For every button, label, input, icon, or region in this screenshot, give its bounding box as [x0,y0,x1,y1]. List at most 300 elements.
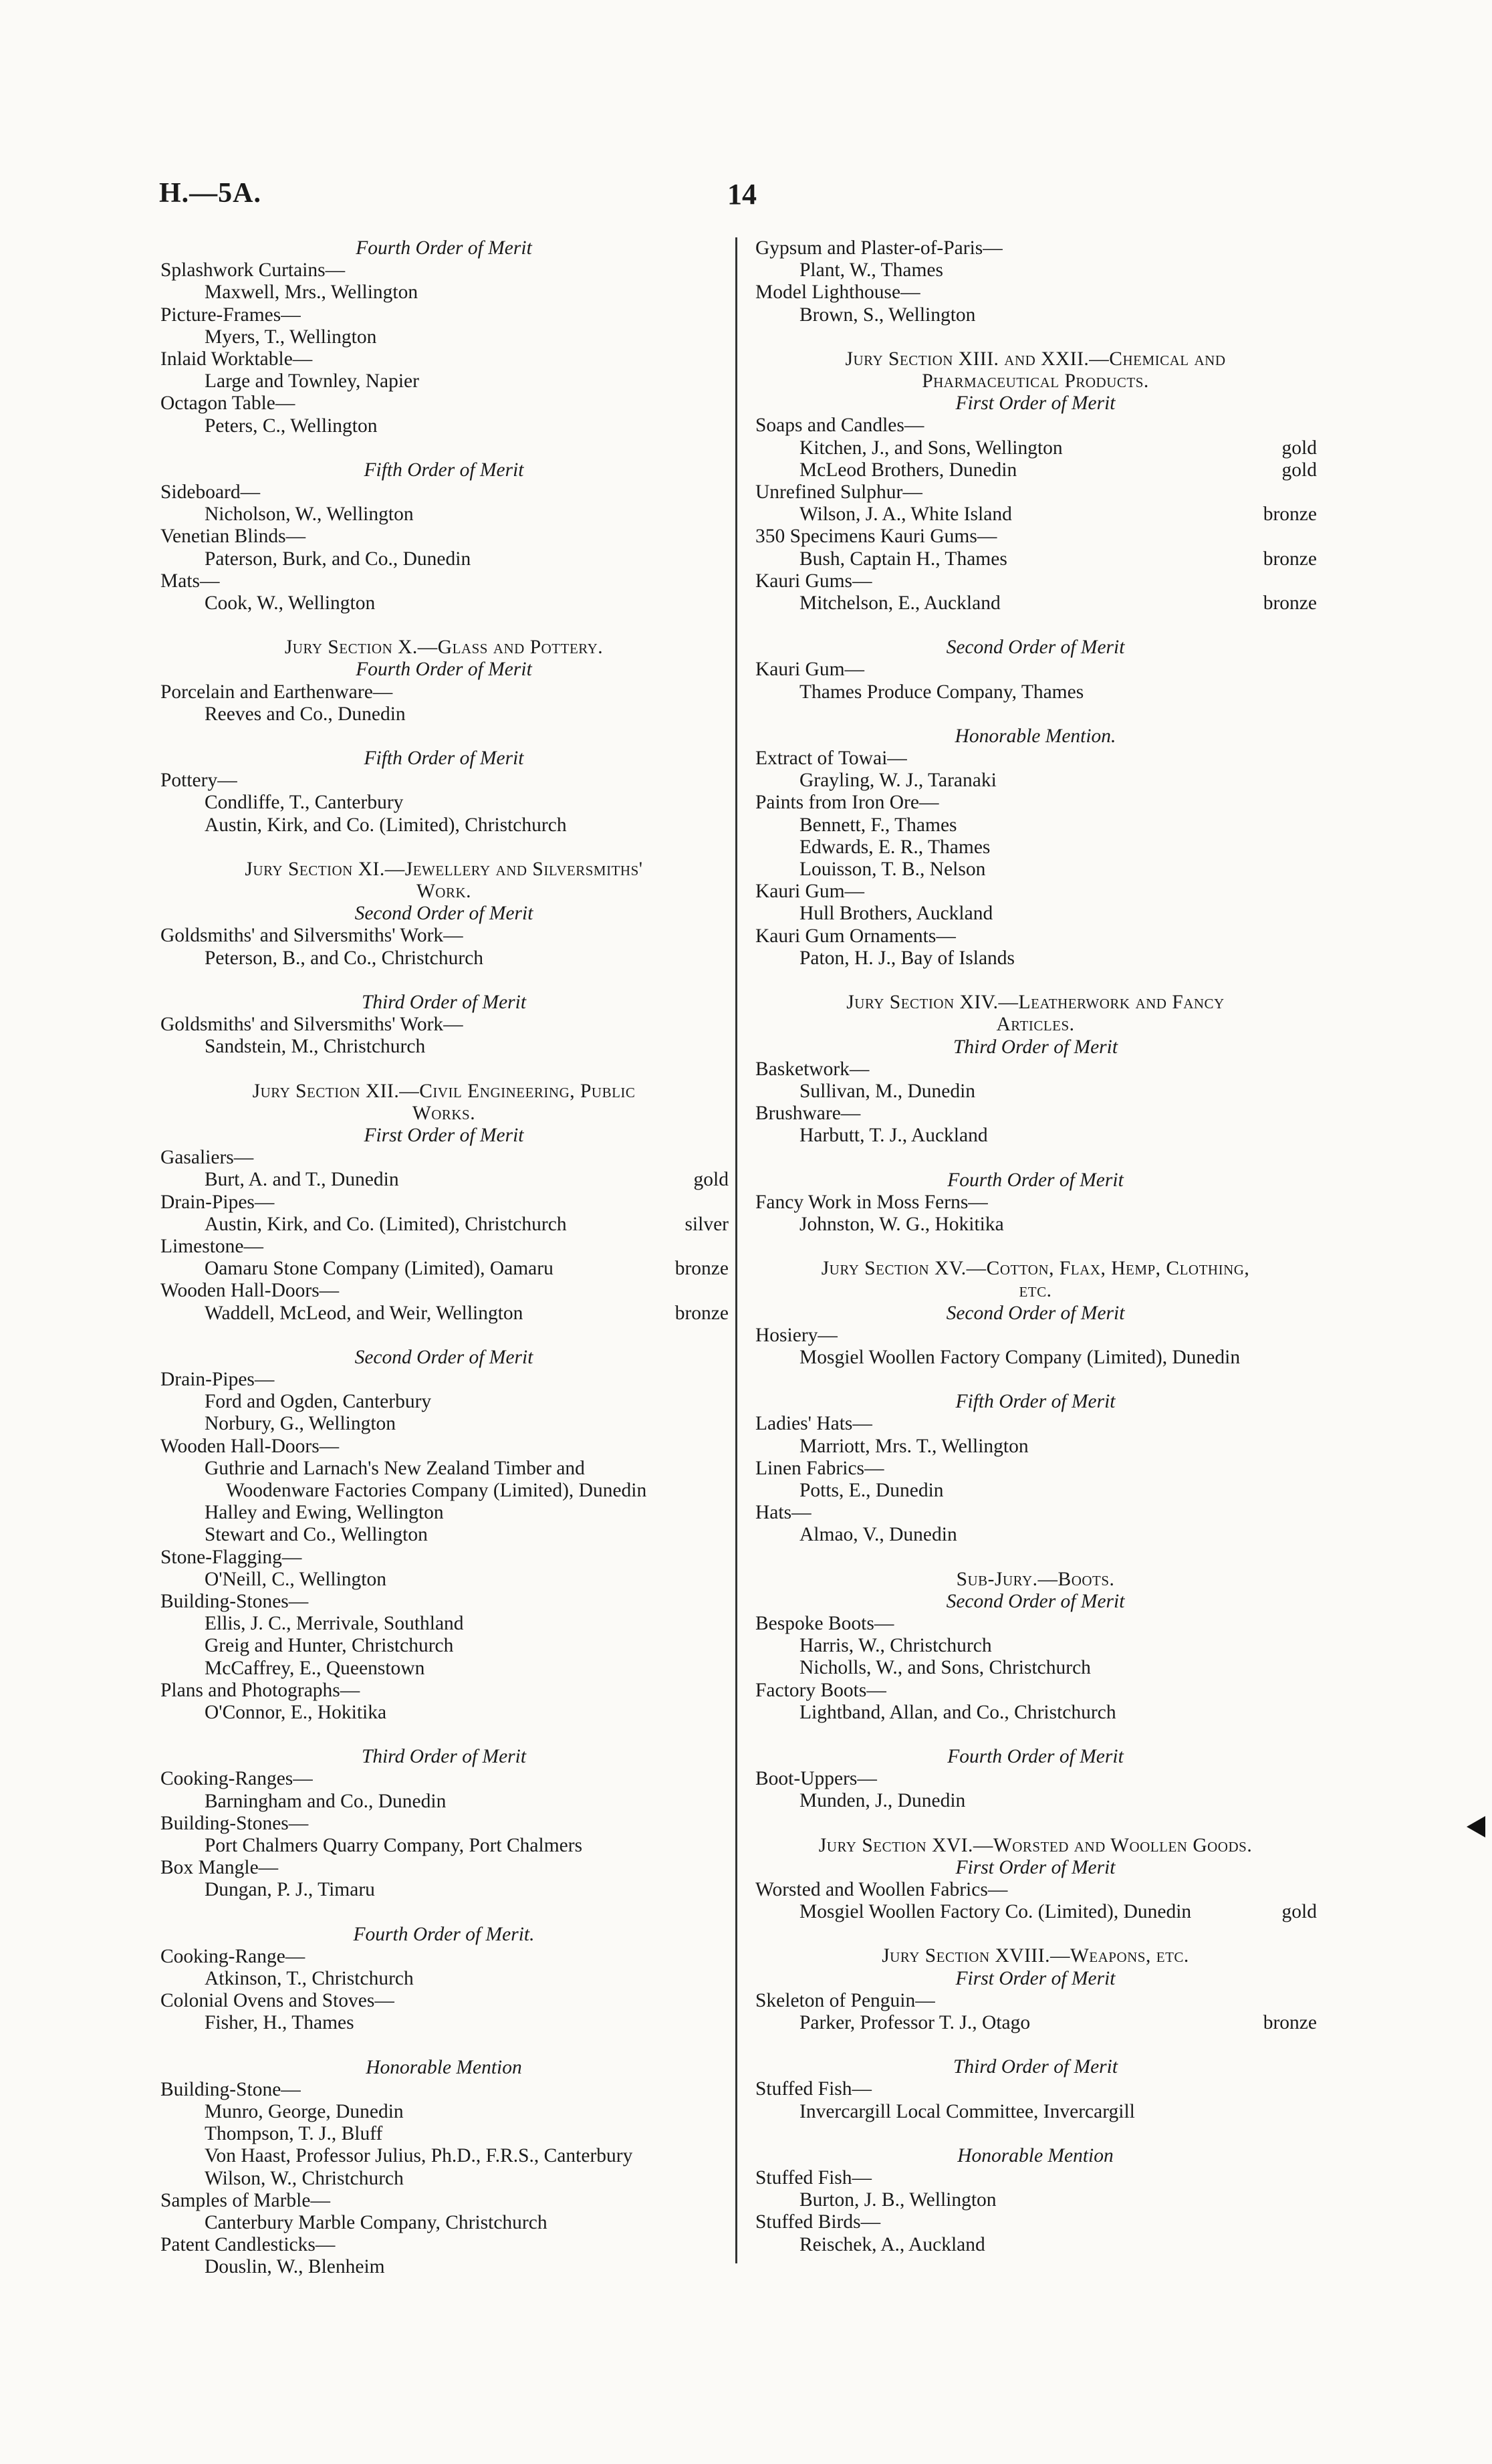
column-divider [735,237,737,2263]
category-label [754,1058,1317,1081]
exhibitor-entry-text: Austin, Kirk, and Co. (Limited), Christchurch [205,814,567,836]
exhibitor-entry [754,304,1317,326]
exhibitor-entry-text: Lightband, Allan, and Co., Christchurch [799,1701,1116,1723]
exhibitor-entry [754,1790,1317,1812]
category-label-text: Kauri Gum— [755,881,865,903]
category-label-text: Octagon Table— [160,393,295,415]
category-label [754,659,1317,681]
order-heading-text: Fourth Order of Merit [356,237,532,259]
order-heading-text: First Order of Merit [364,1124,524,1146]
category-label [754,1103,1317,1125]
order-heading-text: Fifth Order of Merit [955,1391,1116,1413]
award-medal: bronze [674,1302,729,1324]
order-heading-text: Third Order of Merit [361,1746,527,1768]
exhibitor-entry [159,1613,729,1635]
category-label-text: 350 Specimens Kauri Gums— [755,526,997,548]
order-heading-text: Fourth Order of Merit [356,659,532,681]
category-label [159,1813,729,1835]
category-label-text: Colonial Ovens and Stoves— [160,1990,394,2012]
category-label [159,481,729,503]
exhibitor-entry [754,814,1317,836]
award-medal: gold [1281,459,1317,481]
order-heading [754,1391,1317,1413]
exhibitor-entry [159,1524,729,1546]
category-label [159,1236,729,1258]
order-heading-text: Fourth Order of Merit. [353,1923,535,1945]
order-heading [754,1857,1317,1879]
exhibitor-entry-text: Condliffe, T., Canterbury [205,792,404,814]
exhibitor-entry [159,1502,729,1524]
category-label [754,1879,1317,1901]
exhibitor-entry [159,2123,729,2145]
exhibitor-entry [754,259,1317,282]
order-heading-text: Second Order of Merit [946,1302,1125,1324]
order-heading-text: First Order of Merit [955,1967,1116,1989]
category-label-text: Skeleton of Penguin— [755,1989,935,2011]
order-heading-text: Third Order of Merit [953,1036,1118,1058]
exhibitor-entry [754,1524,1317,1546]
order-heading [159,237,729,259]
category-label-text: Picture-Frames— [160,304,301,326]
category-label [754,748,1317,770]
exhibitor-entry-text: Peterson, B., and Co., Christchurch [205,947,484,969]
order-heading-text: Second Order of Merit [354,903,533,925]
exhibitor-entry [754,1657,1317,1679]
category-label-text: Wooden Hall-Doors— [160,1435,340,1457]
section-heading [159,1081,729,1103]
exhibitor-entry-text: Sandstein, M., Christchurch [205,1036,426,1058]
category-label [754,1325,1317,1347]
category-label-text: Hats— [755,1502,812,1524]
order-heading-text: Honorable Mention [366,2056,522,2078]
order-heading [754,1968,1317,1990]
exhibitor-entry-text: Plant, W., Thames [799,259,943,282]
category-label-text: Stuffed Birds— [755,2211,881,2233]
category-label-text: Pottery— [160,770,237,792]
exhibitor-entry-text: Burt, A. and T., Dunedin [205,1169,399,1191]
category-label [754,415,1317,437]
category-label [754,2211,1317,2233]
exhibitor-entry-text: Sullivan, M., Dunedin [799,1080,976,1102]
exhibitor-entry-text: Greig and Hunter, Christchurch [205,1635,454,1657]
exhibitor-entry-text: Maxwell, Mrs., Wellington [205,282,418,304]
category-label [159,770,729,792]
category-label-text: Bespoke Boots— [755,1612,894,1634]
exhibitor-entry [754,770,1317,792]
exhibitor-entry-text: Brown, S., Wellington [799,304,976,326]
section-heading-cont [159,1103,729,1125]
section-heading [754,1835,1317,1857]
category-label [754,1458,1317,1480]
exhibitor-entry-text: Guthrie and Larnach's New Zealand Timber and [205,1457,585,1479]
exhibitor-entry-text: Munro, George, Dunedin [205,2101,404,2123]
exhibitor-entry-text: Waddell, McLeod, and Weir, Wellington [205,1302,523,1324]
exhibitor-entry [754,437,1317,459]
award-medal: bronze [674,1258,729,1280]
category-label-text: Wooden Hall-Doors— [160,1280,340,1302]
exhibitor-entry-text: Louisson, T. B., Nelson [799,859,986,881]
exhibitor-entry-text: Halley and Ewing, Wellington [205,1502,444,1524]
category-label [159,925,729,947]
category-label [159,348,729,370]
exhibitor-entry [754,1214,1317,1236]
exhibitor-entry [159,1303,729,1325]
exhibitor-entry-text: Grayling, W. J., Taranaki [799,770,997,792]
exhibitor-entry-text: Mitchelson, E., Auckland [799,592,1001,614]
exhibitor-entry-text: Atkinson, T., Christchurch [205,1968,414,1990]
order-heading [159,659,729,681]
order-heading [754,1591,1317,1613]
exhibitor-entry [159,2101,729,2123]
exhibitor-entry-text: Harbutt, T. J., Auckland [799,1125,988,1147]
section-heading-text: Jury Section XII.—Civil Engineering, Public [252,1080,636,1102]
exhibitor-entry [159,548,729,570]
exhibitor-entry-text: Nicholls, W., and Sons, Christchurch [799,1657,1091,1679]
exhibitor-entry [159,792,729,814]
order-heading [159,459,729,481]
category-label-text: Plans and Photographs— [160,1679,360,1701]
order-heading [754,1746,1317,1768]
exhibitor-entry [754,592,1317,614]
exhibitor-entry [754,2101,1317,2123]
exhibitor-entry-text: Large and Townley, Napier [205,370,419,393]
exhibitor-entry [754,859,1317,881]
category-label-text: Unrefined Sulphur— [755,481,922,503]
category-label-text: Worsted and Woollen Fabrics— [755,1879,1008,1900]
order-heading-text: Second Order of Merit [946,637,1125,659]
exhibitor-entry [159,503,729,526]
exhibitor-entry [159,947,729,970]
exhibitor-entry-text: Bush, Captain H., Thames [799,548,1007,570]
category-label [754,1413,1317,1435]
exhibitor-entry [754,2189,1317,2211]
exhibitor-entry [754,903,1317,925]
section-heading-cont [754,1014,1317,1036]
category-label-text: Mats— [160,570,220,592]
section-heading [159,859,729,881]
section-heading-text: Jury Section XI.—Jewellery and Silversmiths' [245,858,643,880]
exhibitor-entry-text: Nicholson, W., Wellington [205,503,414,526]
order-heading [754,1169,1317,1192]
category-label [754,1613,1317,1635]
exhibitor-entry [754,2234,1317,2256]
category-label [754,792,1317,814]
category-label-text: Gypsum and Plaster-of-Paris— [755,237,1003,259]
exhibitor-entry-text: Oamaru Stone Company (Limited), Oamaru [205,1258,553,1280]
section-heading [754,1258,1317,1280]
category-label [754,481,1317,503]
category-label [159,1768,729,1790]
category-label [754,2167,1317,2189]
order-heading [754,637,1317,659]
exhibitor-entry-text: Reeves and Co., Dunedin [205,703,406,725]
exhibitor-entry-text: Invercargill Local Committee, Invercargill [799,2100,1135,2122]
exhibitor-entry [754,459,1317,481]
right-column [754,237,1317,2256]
order-heading [159,1924,729,1946]
order-heading [159,1125,729,1147]
order-heading [754,725,1317,748]
order-heading-text: Honorable Mention [957,2144,1114,2166]
order-heading [159,748,729,770]
order-heading-text: First Order of Merit [955,393,1116,415]
category-label [754,1192,1317,1214]
exhibitor-entry [159,2168,729,2190]
section-heading [754,992,1317,1014]
exhibitor-entry-text: McLeod Brothers, Dunedin [799,459,1017,481]
category-label [159,1436,729,1458]
exhibitor-entry-text: Potts, E., Dunedin [799,1479,944,1501]
category-label-text: Venetian Blinds— [160,526,306,548]
category-label [159,570,729,592]
exhibitor-entry-text: Munden, J., Dunedin [799,1790,966,1812]
category-label [754,237,1317,259]
exhibitor-entry-text: Thompson, T. J., Bluff [205,2123,383,2145]
section-heading-text: Jury Section XVIII.—Weapons, etc. [882,1945,1189,1967]
exhibitor-entry [159,1258,729,1280]
award-medal: bronze [1263,2012,1317,2034]
exhibitor-entry-text: Dungan, P. J., Timaru [205,1879,375,1901]
section-heading-cont [159,881,729,903]
category-label [159,393,729,415]
order-heading-text: Honorable Mention. [955,725,1116,747]
category-label [754,2078,1317,2100]
exhibitor-entry [754,1125,1317,1147]
exhibitor-entry-text: Myers, T., Wellington [205,326,377,348]
section-heading-cont-text: Pharmaceutical Products. [922,370,1149,393]
section-heading-text: Jury Section XIV.—Leatherwork and Fancy [846,992,1225,1014]
page-header [159,177,1362,211]
category-label [754,282,1317,304]
exhibitor-entry [159,1169,729,1191]
order-heading-text: Second Order of Merit [354,1346,533,1368]
order-heading [159,903,729,925]
category-label-text: Fancy Work in Moss Ferns— [755,1191,988,1213]
exhibitor-entry-text: Johnston, W. G., Hokitika [799,1213,1004,1235]
exhibitor-entry-text: Norbury, G., Wellington [205,1413,396,1435]
order-heading [159,1347,729,1369]
exhibitor-entry [159,1835,729,1857]
category-label-text: Model Lighthouse— [755,282,920,304]
exhibitor-entry-text: Wilson, W., Christchurch [205,2167,404,2189]
exhibitor-entry-text: Harris, W., Christchurch [799,1635,992,1657]
section-heading [159,637,729,659]
exhibitor-entry-text: Marriott, Mrs. T., Wellington [799,1435,1029,1457]
category-label [754,1680,1317,1702]
order-heading [754,393,1317,415]
exhibitor-entry-text: Fisher, H., Thames [205,2012,354,2034]
exhibitor-entry-text: Almao, V., Dunedin [799,1524,957,1546]
document-code: H.—5A. [159,178,261,209]
award-medal: gold [693,1169,729,1191]
exhibitor-entry [754,1347,1317,1369]
order-heading-text: Fourth Order of Merit [947,1745,1124,1767]
category-label [159,1280,729,1302]
category-label [754,1990,1317,2012]
section-heading-text: Jury Section XV.—Cotton, Flax, Hemp, Clothing, [821,1258,1250,1280]
exhibitor-entry-cont [159,1480,729,1502]
category-label-text: Stone-Flagging— [160,1546,302,1568]
exhibitor-entry [159,1036,729,1058]
exhibitor-entry [754,1635,1317,1657]
category-label [754,1502,1317,1524]
category-label-text: Limestone— [160,1235,264,1257]
category-label [159,1014,729,1036]
award-medal: bronze [1263,503,1317,526]
exhibitor-entry [159,1569,729,1591]
category-label-text: Sideboard— [160,481,261,503]
exhibitor-entry [754,548,1317,570]
category-label-text: Drain-Pipes— [160,1191,275,1213]
exhibitor-entry [754,1702,1317,1724]
exhibitor-entry [159,415,729,437]
category-label [159,2079,729,2101]
exhibitor-entry [754,1081,1317,1103]
section-heading-text: Jury Section X.—Glass and Pottery. [284,637,604,659]
left-column [159,237,729,2279]
section-heading-cont [754,1280,1317,1302]
order-heading [159,992,729,1014]
category-label [159,259,729,282]
category-label [159,526,729,548]
section-heading [754,1569,1317,1591]
exhibitor-entry [159,326,729,348]
category-label-text: Soaps and Candles— [755,415,924,437]
category-label [159,1147,729,1169]
category-label-text: Hosiery— [755,1324,838,1346]
section-heading [754,1945,1317,1967]
order-heading [754,1303,1317,1325]
section-heading-cont-text: Work. [416,881,472,903]
category-label [159,1946,729,1968]
category-label [159,681,729,703]
exhibitor-entry [754,2012,1317,2034]
exhibitor-entry [754,836,1317,859]
section-heading-text: Jury Section XIII. and XXII.—Chemical and [845,348,1226,370]
scan-mark-icon [1461,1812,1488,1845]
exhibitor-entry-text: Peters, C., Wellington [205,415,378,437]
exhibitor-entry-text: Cook, W., Wellington [205,592,376,614]
exhibitor-entry-text: Kitchen, J., and Sons, Wellington [799,437,1063,459]
category-label-text: Splashwork Curtains— [160,259,346,282]
category-label-text: Kauri Gums— [755,570,872,592]
exhibitor-entry [754,503,1317,526]
category-label-text: Paints from Iron Ore— [755,792,939,814]
order-heading-text: Fifth Order of Merit [364,459,524,481]
exhibitor-entry-text: O'Connor, E., Hokitika [205,1701,387,1723]
exhibitor-entry-text: Mosgiel Woollen Factory Company (Limited), Dunedin [799,1346,1241,1368]
exhibitor-entry-text: Reischek, A., Auckland [799,2233,985,2255]
category-label-text: Stuffed Fish— [755,2167,872,2189]
exhibitor-entry-text: Paterson, Burk, and Co., Dunedin [205,548,471,570]
exhibitor-entry-text: Edwards, E. R., Thames [799,836,991,858]
exhibitor-entry [159,2212,729,2234]
exhibitor-entry-text: Austin, Kirk, and Co. (Limited), Christchurch [205,1213,567,1235]
order-heading [754,1036,1317,1058]
category-label [159,1547,729,1569]
section-heading-cont-text: Articles. [996,1014,1075,1036]
exhibitor-entry-text: Ford and Ogden, Canterbury [205,1391,432,1413]
order-heading-text: Second Order of Merit [946,1590,1125,1612]
order-heading-text: Third Order of Merit [953,2056,1118,2078]
exhibitor-entry-text: Canterbury Marble Company, Christchurch [205,2212,547,2234]
exhibitor-entry [159,1968,729,1990]
exhibitor-entry-cont-text: Woodenware Factories Company (Limited), Dunedin [226,1479,647,1501]
exhibitor-entry [159,592,729,614]
category-label-text: Cooking-Ranges— [160,1768,313,1790]
category-label-text: Inlaid Worktable— [160,348,313,370]
exhibitor-entry-text: McCaffrey, E., Queenstown [205,1657,425,1679]
section-heading-text: Sub-Jury.—Boots. [956,1568,1115,1590]
exhibitor-entry [754,681,1317,703]
category-label [159,2190,729,2212]
exhibitor-entry-text: Douslin, W., Blenheim [205,2256,385,2278]
order-heading-text: Fourth Order of Merit [947,1169,1124,1191]
section-heading-text: Jury Section XVI.—Worsted and Woollen Goods. [818,1834,1253,1856]
exhibitor-entry [159,1391,729,1413]
exhibitor-entry [159,370,729,393]
exhibitor-entry [159,1458,729,1480]
category-label-text: Extract of Towai— [755,748,907,770]
category-label [754,1768,1317,1790]
exhibitor-entry [159,1658,729,1680]
exhibitor-entry [754,1480,1317,1502]
category-label-text: Kauri Gum— [755,659,865,681]
category-label-text: Goldsmiths' and Silversmiths' Work— [160,925,463,947]
category-label-text: Basketwork— [755,1058,870,1080]
exhibitor-entry [754,1901,1317,1923]
exhibitor-entry-text: Parker, Professor T. J., Otago [799,2012,1031,2034]
exhibitor-entry-text: Stewart and Co., Wellington [205,1524,428,1546]
category-label [159,1680,729,1702]
exhibitor-entry [159,1413,729,1435]
category-label [159,304,729,326]
exhibitor-entry-text: Thames Produce Company, Thames [799,681,1084,703]
exhibitor-entry-text: Ellis, J. C., Merrivale, Southland [205,1613,464,1635]
exhibitor-entry [159,1879,729,1901]
order-heading-text: Fifth Order of Merit [364,748,524,770]
exhibitor-entry [159,2256,729,2278]
order-heading [754,2145,1317,2167]
category-label-text: Gasaliers— [160,1147,254,1169]
exhibitor-entry-text: Wilson, J. A., White Island [799,503,1012,526]
order-heading-text: First Order of Merit [955,1856,1116,1878]
exhibitor-entry [159,814,729,836]
category-label-text: Cooking-Range— [160,1945,305,1967]
category-label [159,1990,729,2012]
category-label-text: Samples of Marble— [160,2189,330,2211]
category-label [159,1192,729,1214]
exhibitor-entry [159,1702,729,1724]
exhibitor-entry-text: Hull Brothers, Auckland [799,903,993,925]
category-label-text: Drain-Pipes— [160,1368,275,1390]
section-heading-cont-text: etc. [1019,1280,1052,1302]
exhibitor-entry-text: Mosgiel Woollen Factory Co. (Limited), Dunedin [799,1901,1192,1923]
award-medal: bronze [1263,548,1317,570]
exhibitor-entry [159,703,729,725]
award-medal: gold [1281,437,1317,459]
category-label-text: Kauri Gum Ornaments— [755,925,956,947]
exhibitor-entry [754,1436,1317,1458]
category-label [159,2234,729,2256]
category-label-text: Stuffed Fish— [755,2078,872,2100]
order-heading-text: Third Order of Merit [361,991,527,1013]
category-label [754,570,1317,592]
category-label [754,526,1317,548]
category-label-text: Ladies' Hats— [755,1413,872,1435]
category-label [754,881,1317,903]
category-label-text: Building-Stones— [160,1812,309,1834]
